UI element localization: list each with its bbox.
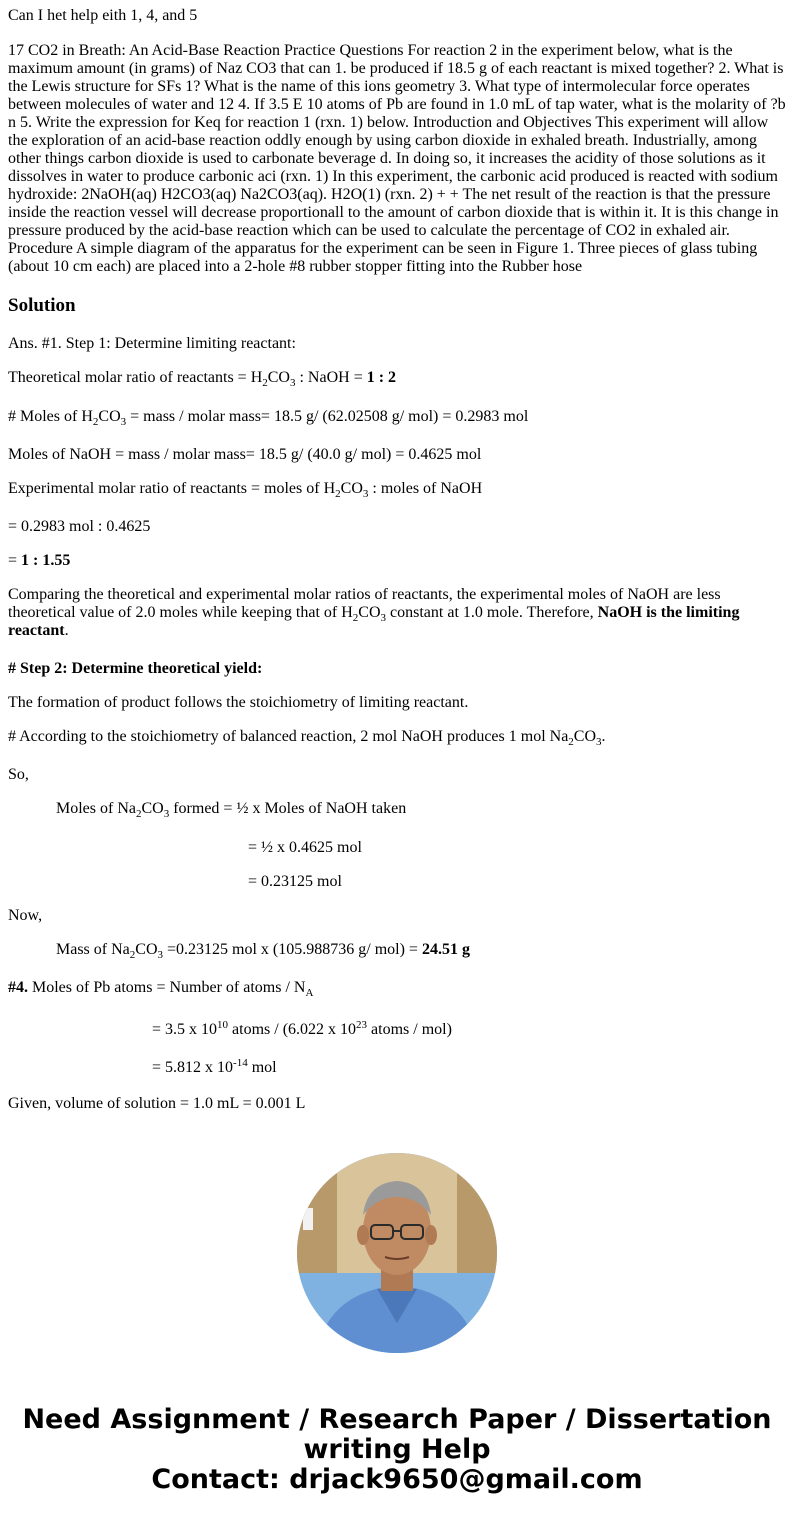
mass-na2co3: Mass of $Na_2CO_3 =0.23125$ mol x (105.988736 g/ mol) = 24.51 g [56, 941, 470, 961]
ratio-value: 1 : 2 [366, 369, 397, 386]
theoretical-ratio: Theoretical molar ratio of reactants = $H_2CO_3$ : NaOH = 1 : 2 [8, 369, 397, 389]
q4-line2-exp: -14 [233, 1057, 248, 1069]
q4-line1-b: atoms / (6.022 x 10 [228, 1021, 357, 1038]
experimental-ratio: Experimental molar ratio of reactants = moles of $H_2CO_3$ : moles of NaOH [8, 480, 483, 500]
calc-line-2: = 0.23125 mol [248, 873, 342, 890]
mass-suffix: =0.23125 mol x (105.988736 g/ mol) = [163, 941, 422, 958]
mass-result: 24.51 g [421, 941, 470, 958]
author-avatar [297, 1153, 497, 1353]
q4-line2-b: mol [247, 1059, 277, 1076]
comparison-text-1: Comparing the theoretical and experimental molar ratios of reactants, the experimental moles of NaOH are less theoretical value of 2.0 moles while keeping that of H [8, 586, 721, 621]
moles-na2co3-prefix: Moles of Na [56, 800, 136, 817]
q4-line1-a: = 3.5 x 10 [152, 1021, 218, 1038]
moles-na2co3-suffix: formed = ½ x Moles of NaOH taken [169, 800, 407, 817]
experimental-ratio-value: = 0.2983 mol : 0.4625 [8, 518, 151, 535]
q4-line-2 [152, 1059, 786, 1077]
promo-line-2: writing Help [303, 1434, 491, 1465]
exp-ratio-prefix: Experimental molar ratio of reactants = moles of H [8, 480, 336, 497]
step2-label-text: # Step 2: Determine theoretical yield: [8, 660, 263, 677]
question-body: 17 CO2 in Breath: An Acid-Base Reaction Practice Questions For reaction 2 in the experiment below, what is the maximum amount (in grams) of Naz CO3 that can 1. be produced if 18.5 g of each reactant is mixed together? 2. What is the Lewis structure for SFs 1? What is the name of this ions geometry 3. What type of intermolecular force operates between molecules of water and 12 4. If 3.5 E 10 atoms of Pb are found in 1.0 mL of tap water, what is the molarity of ?b n 5. Write the expression for Keq for reaction 1 (rxn. 1) below. Introduction and Objectives This experiment will allow the exploration of an acid-base reaction oddly enough by using carbon dioxide in exhaled breath. Industrially, among other things carbon dioxide is used to carbonate beverage d. In doing so, it increases the acidity of those solutions as it dissolves in water to produce carbonic aci (rxn. 1) In this experiment, the carbonic acid produced is reacted with sodium hydroxide: 2NaOH(aq) H2CO3(aq) Na2CO3(aq). H2O(1) (rxn. 2) + + The net result of the reaction is that the pressure inside the reaction vessel will decrease proportionall to the amount of carbon dioxide that is within it. It is this change in pressure produced by the acid-base reaction which can be used to calculate the percentage of CO2 in exhaled air. Procedure A simple diagram of the apparatus for the experiment can be seen in Figure 1. Three pieces of glass tubing (about 10 cm each) are placed into a 2-hole #8 rubber stopper fitting into the Rubber hose [8, 42, 786, 275]
ratio-text-co: CO [267, 369, 290, 386]
mass-prefix: Mass of Na [56, 941, 130, 958]
ratio-text-naoh: : NaOH = [295, 369, 367, 386]
q4-text: Moles of Pb atoms = Number of atoms / N [28, 979, 306, 996]
calc-line-1: = ½ x 0.4625 mol [248, 839, 362, 856]
stoichiometry-note: The formation of product follows the stoichiometry of limiting reactant. [8, 694, 469, 711]
balanced-suffix: . [601, 728, 606, 745]
comparison-end: . [64, 622, 69, 639]
exp-ratio-simplified-value: 1 : 1.55 [21, 552, 71, 569]
step1-label: Ans. #1. Step 1: Determine limiting reactant: [8, 335, 296, 352]
limiting-reactant-conclusion: NaOH is the limiting reactant [8, 604, 740, 639]
q4-line-1 [152, 1021, 786, 1039]
ratio-text: Theoretical molar ratio of reactants = H [8, 369, 263, 386]
solution-heading: Solution [8, 295, 76, 316]
balanced-reaction-note: # According to the stoichiometry of balanced reaction, 2 mol NaOH produces 1 mol $Na_2CO_3$. [8, 728, 606, 748]
author-photo [297, 1153, 497, 1353]
so-label: So, [8, 766, 29, 783]
moles-h2co3: # Moles of $H_2CO_3$ = mass / molar mass= 18.5 g/ (62.02508 g/ mol) = 0.2983 mol [8, 408, 529, 428]
moles-h2co3-prefix: # Moles of H [8, 408, 93, 425]
moles-na2co3: Moles of $Na_2CO_3$ formed = ½ x Moles of NaOH taken [56, 800, 407, 820]
promo-line-1: Need Assignment / Research Paper / Dissertation [22, 1404, 772, 1435]
promo-contact: Contact: drjack9650@gmail.com [151, 1464, 643, 1495]
question-title: Can I het help eith 1, 4, and 5 [8, 7, 198, 24]
moles-naoh: Moles of NaOH = mass / molar mass= 18.5 g/ (40.0 g/ mol) = 0.4625 mol [8, 446, 482, 463]
q4-moles-pb [8, 979, 786, 997]
comparison-text-2: constant at 1.0 mole. Therefore, [386, 604, 598, 621]
q4-line1-exp1: 10 [217, 1019, 229, 1031]
q4-label: #4. [8, 979, 28, 996]
moles-h2co3-suffix: = mass / molar mass= 18.5 g/ (62.02508 g/ mol) = 0.2983 mol [126, 408, 529, 425]
q4-line2-a: = 5.812 x 10 [152, 1059, 234, 1076]
now-label: Now, [8, 907, 43, 924]
avogadro-subscript: A [305, 987, 314, 999]
balanced-prefix: # According to the stoichiometry of balanced reaction, 2 mol NaOH produces 1 mol Na [8, 728, 569, 745]
exp-ratio-suffix: : moles of NaOH [368, 480, 483, 497]
q4-line1-exp2: 23 [356, 1019, 368, 1031]
q4-line1-c: atoms / mol) [367, 1021, 452, 1038]
comparison-paragraph: Comparing the theoretical and experimental molar ratios of reactants, the experimental moles of NaOH are less theoretical value of 2.0 moles while keeping that of $H_2CO_3$ constant at 1.0 mole. Therefore, NaOH is the limiting reactant. [8, 586, 740, 639]
experimental-ratio-simplified [8, 552, 786, 570]
volume-given: Given, volume of solution = 1.0 mL = 0.001 L [8, 1095, 306, 1112]
step2-label [8, 660, 786, 678]
exp-ratio-simplified-prefix: = [8, 552, 22, 569]
